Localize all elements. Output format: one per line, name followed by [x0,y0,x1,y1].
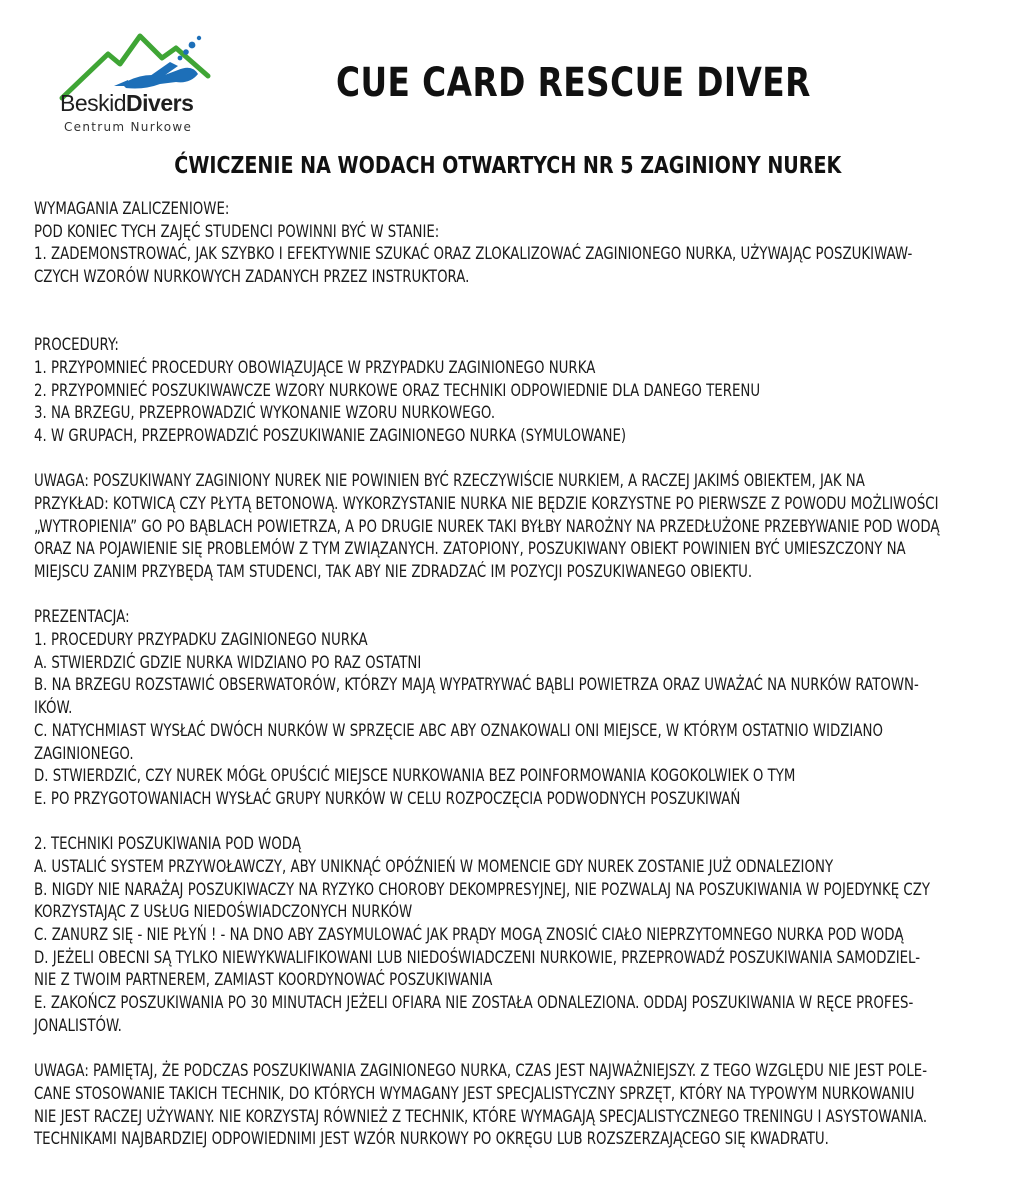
logo-tagline: Centrum Nurkowe [64,120,193,134]
text-line: WYMAGANIA ZALICZENIOWE: [34,199,230,218]
text-line: D. STWIERDZIĆ, CZY NUREK MÓGŁ OPUŚCIĆ MIEJSCE NURKOWANIA BEZ POINFORMOWANIA KOGOKOLWIEK O TYM [34,766,796,786]
text-line: 1. PRZYPOMNIEĆ PROCEDURY OBOWIĄZUJĄCE W PRZYPADKU ZAGINIONEGO NURKA [34,357,596,377]
text-line: ZAGINIONEGO. [34,743,134,763]
text-line: E. PO PRZYGOTOWANIACH WYSŁAĆ GRUPY NURKÓW W CELU ROZPOCZĘCIA PODWODNYCH POSZUKIWAŃ [34,788,741,808]
text-line: ORAZ NA POJAWIENIE SIĘ PROBLEMÓW Z TYM ZWIĄZANYCH. ZATOPIONY, POSZUKIWANY OBIEKT POWINIEN BYĆ UMIESZCZONY NA [34,539,906,559]
text-line: PRZYKŁAD: KOTWICĄ CZY PŁYTĄ BETONOWĄ. WYKORZYSTANIE NURKA NIE BĘDZIE KORZYSTNE PO PIERWSZE Z POWODU MOŻLIWOŚCI [34,493,939,513]
text-line: C. NATYCHMIAST WYSŁAĆ DWÓCH NURKÓW W SPRZĘCIE ABC ABY OZNAKOWALI ONI MIEJSCE, W KTÓRYM OSTATNIO WIDZIANO [34,720,883,740]
spacer [34,289,987,334]
spacer [34,811,987,834]
logo-brand-bold: Divers [126,90,194,116]
text-line: 3. NA BRZEGU, PRZEPROWADZIĆ WYKONANIE WZORU NURKOWEGO. [34,403,496,423]
text-line: B. NA BRZEGU ROZSTAWIĆ OBSERWATORÓW, KTÓRZY MAJĄ WYPATRYWAĆ BĄBLI POWIETRZA ORAZ UWAŻAĆ NA NURKÓW RATOWN- [34,675,919,695]
text-line: A. STWIERDZIĆ GDZIE NURKA WIDZIANO PO RAZ OSTATNI [34,652,422,672]
beskid-divers-logo [58,32,218,136]
note-section-1 [34,470,987,583]
text-line: MIEJSCU ZANIM PRZYBĘDĄ TAM STUDENCI, TAK ABY NIE ZDRADZAĆ IM POZYCJI POSZUKIWANEGO OBIEKTU. [34,562,753,582]
text-line: NIE Z TWOIM PARTNEREM, ZAMIAST KOORDYNOWAĆ POSZUKIWANIA [34,970,493,990]
cue-card-body [34,198,987,1151]
spacer [34,1037,987,1060]
text-line: CANE STOSOWANIE TAKICH TECHNIK, DO KTÓRYCH WYMAGANY JEST SPECJALISTYCZNY SPRZĘT, KTÓRY NA TYPOWYM NURKOWANIU [34,1083,915,1103]
note-section-2 [34,1060,987,1151]
techniques-section [34,833,987,1037]
text-line: PROCEDURY: [34,335,119,355]
exercise-subtitle: ĆWICZENIE NA WODACH OTWARTYCH NR 5 ZAGINIONY NUREK [174,153,842,179]
text-line: D. JEŻELI OBECNI SĄ TYLKO NIEWYKWALIFIKOWANI LUB NIEDOŚWIADCZENI NURKOWIE, PRZEPROWADŹ POSZUKIWANIA SAMODZIEL- [34,947,921,967]
text-line: 1. ZADEMONSTROWAĆ, JAK SZYBKO I EFEKTYWNIE SZUKAĆ ORAZ ZLOKALIZOWAĆ ZAGINIONEGO NURKA, UŻYWAJĄC POSZUKIWAW- [34,244,913,264]
text-line: 4. W GRUPACH, PRZEPROWADZIĆ POSZUKIWANIE ZAGINIONEGO NURKA (SYMULOWANE) [34,425,627,445]
logo-brand-regular: Beskid [60,90,127,116]
page-title: CUE CARD RESCUE DIVER [336,60,811,106]
text-line: „WYTROPIENIA” GO PO BĄBLACH POWIETRZA, A PO DRUGIE NUREK TAKI BYŁBY NAROŻNY NA PRZEDŁUŻONE PRZEBYWANIE POD WODĄ [34,516,940,536]
text-line: KORZYSTAJĄC Z USŁUG NIEDOŚWIADCZONYCH NURKÓW [34,902,413,922]
text-line: 2. PRZYPOMNIEĆ POSZUKIWAWCZE WZORY NURKOWE ORAZ TECHNIKI ODPOWIEDNIE DLA DANEGO TERENU [34,380,761,400]
procedures-section [34,334,987,447]
exercise-subtitle-row [0,153,1016,179]
requirements-section [34,198,987,289]
text-line: E. ZAKOŃCZ POSZUKIWANIA PO 30 MINUTACH JEŻELI OFIARA NIE ZOSTAŁA ODNALEZIONA. ODDAJ POSZUKIWANIA W RĘCE PROFES- [34,993,914,1013]
text-line: UWAGA: POSZUKIWANY ZAGINIONY NUREK NIE POWINIEN BYĆ RZECZYWIŚCIE NURKIEM, A RACZEJ JAKIMŚ OBIEKTEM, JAK NA [34,471,865,491]
text-line: PREZENTACJA: [34,607,130,627]
text-line: POD KONIEC TYCH ZAJĘĆ STUDENCI POWINNI BYĆ W STANIE: [34,221,440,241]
text-line: 1. PROCEDURY PRZYPADKU ZAGINIONEGO NURKA [34,630,368,650]
logo-brand-name [60,90,193,117]
text-line: 2. TECHNIKI POSZUKIWANIA POD WODĄ [34,834,301,854]
text-line: NIE JEST RACZEJ UŻYWANY. NIE KORZYSTAJ RÓWNIEŻ Z TECHNIK, KTÓRE WYMAGAJĄ SPECJALISTYCZNEGO TRENINGU I ASYSTOWANIA. [34,1106,928,1126]
text-line: TECHNIKAMI NAJBARDZIEJ ODPOWIEDNIMI JEST WZÓR NURKOWY PO OKRĘGU LUB ROZSZERZAJĄCEGO SIĘ KWADRATU. [34,1129,829,1149]
text-line: CZYCH WZORÓW NURKOWYCH ZADANYCH PRZEZ INSTRUKTORA. [34,267,470,287]
spacer [34,584,987,607]
text-line: UWAGA: PAMIĘTAJ, ŻE PODCZAS POSZUKIWANIA ZAGINIONEGO NURKA, CZAS JEST NAJWAŻNIEJSZY. Z TEGO WZGLĘDU NIE JEST POLE- [34,1061,928,1081]
spacer [34,448,987,471]
text-line: IKÓW. [34,698,73,718]
text-line: A. USTALIĆ SYSTEM PRZYWOŁAWCZY, ABY UNIKNĄĆ OPÓŹNIEŃ W MOMENCIE GDY NUREK ZOSTANIE JUŻ ODNALEZIONY [34,856,834,876]
text-line: B. NIGDY NIE NARAŻAJ POSZUKIWACZY NA RYZYKO CHOROBY DEKOMPRESYJNEJ, NIE POZWALAJ NA POSZUKIWANIA W POJEDYNKĘ CZY [34,879,931,899]
presentation-section [34,606,987,810]
text-line: JONALISTÓW. [34,1015,122,1035]
text-line: C. ZANURZ SIĘ - NIE PŁYŃ ! - NA DNO ABY ZASYMULOWAĆ JAK PRĄDY MOGĄ ZNOSIĆ CIAŁO NIEPRZYTOMNEGO NURKA POD WODĄ [34,925,904,945]
